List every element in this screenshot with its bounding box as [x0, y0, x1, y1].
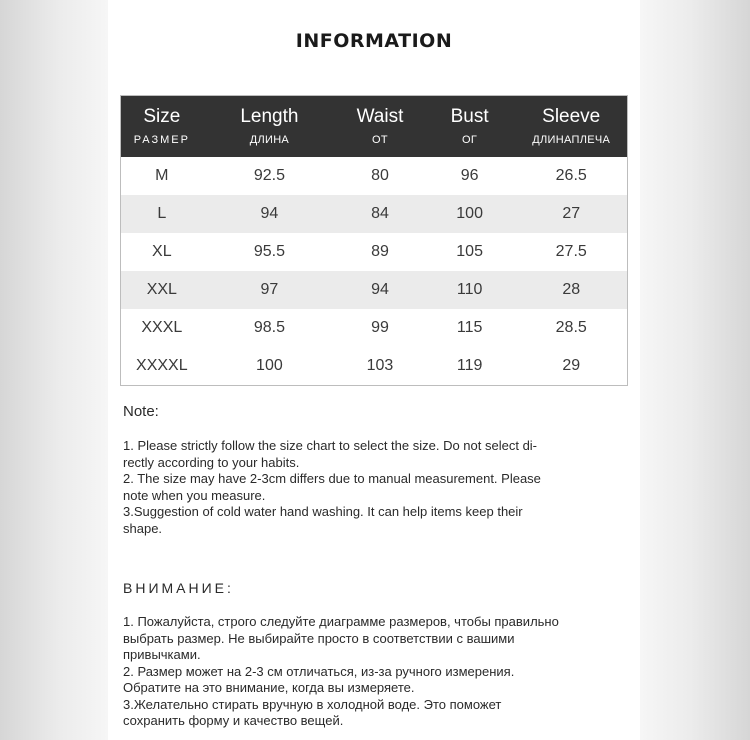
table-header [121, 96, 627, 157]
cell-waist: 99 [371, 319, 389, 336]
header-waist [336, 96, 424, 157]
note-line: 1. Please strictly follow the size chart to select the size. Do not select di- [123, 438, 538, 453]
table-row [121, 195, 627, 233]
table-row [121, 157, 627, 195]
header-sleeve-label: Sleeve [542, 106, 601, 127]
cell-bust: 119 [456, 357, 483, 374]
table-row [121, 309, 627, 347]
cell-length: 94 [260, 205, 279, 222]
cell-waist: 94 [371, 281, 389, 298]
ru-note-heading: ВНИМАНИЕ: [123, 580, 234, 596]
cell-bust: 96 [460, 167, 479, 184]
ru-note-line: сохранить форму и качество вещей. [123, 713, 344, 728]
cell-bust: 100 [456, 205, 483, 222]
cell-length: 95.5 [253, 243, 285, 260]
header-size [121, 96, 203, 157]
header-sleeve-sublabel: ДЛИНАПЛЕЧА [532, 134, 611, 146]
cell-size: XXL [146, 281, 177, 298]
cell-size: M [155, 167, 169, 184]
header-length-sublabel: ДЛИНА [249, 134, 290, 146]
cell-length: 92.5 [253, 167, 285, 184]
cell-sleeve: 27.5 [555, 243, 587, 260]
cell-sleeve: 29 [562, 357, 581, 374]
cell-waist: 103 [366, 357, 394, 374]
ru-note-line: выбрать размер. Не выбирайте просто в соответствии с вашими [123, 630, 515, 646]
cell-sleeve: 26.5 [555, 167, 587, 184]
cell-length: 97 [260, 281, 279, 298]
ru-note-line: 2. Размер может на 2-3 см отличаться, из-за ручного измерения. [123, 663, 515, 679]
header-size-label: Size [143, 106, 181, 127]
cell-length: 98.5 [253, 319, 285, 336]
cell-sleeve: 28 [562, 281, 581, 298]
ru-note-body [123, 614, 623, 730]
cell-length: 100 [256, 357, 283, 374]
table-row [121, 271, 627, 309]
cell-bust: 115 [456, 319, 483, 336]
ru-note-line: 1. Пожалуйста, строго следуйте диаграмме размеров, чтобы правильно [123, 614, 559, 629]
header-bust-sublabel: ОГ [462, 134, 478, 146]
header-bust-label: Bust [450, 106, 489, 127]
cell-waist: 84 [371, 205, 389, 222]
ru-note-line: Обратите на это внимание, когда вы измеряете. [123, 680, 415, 695]
cell-sleeve: 28.5 [555, 319, 587, 336]
header-waist-label: Waist [356, 106, 404, 127]
note-line: note when you measure. [123, 487, 266, 503]
table-row [121, 233, 627, 271]
cell-waist: 89 [371, 243, 389, 260]
header-size-sublabel: РАЗМЕР [133, 134, 190, 146]
cell-bust: 110 [456, 281, 483, 298]
table-row [121, 347, 627, 385]
ru-note-line: 3.Желательно стирать вручную в холодной воде. Это поможет [123, 696, 502, 712]
cell-size: XL [152, 243, 172, 260]
note-line: 3.Suggestion of cold water hand washing. It can help items keep their [123, 504, 523, 519]
cell-size: XXXL [141, 319, 183, 336]
header-sleeve [515, 96, 627, 157]
info-card [108, 0, 640, 740]
note-body [123, 438, 623, 537]
header-waist-sublabel: ОТ [372, 134, 388, 146]
cell-waist: 80 [371, 167, 389, 184]
cell-bust: 105 [456, 243, 483, 260]
header-bust [424, 96, 516, 157]
page-title: INFORMATION [295, 30, 453, 52]
cell-sleeve: 27 [562, 205, 581, 222]
note-line: 2. The size may have 2-3cm differs due to manual measurement. Please [123, 471, 541, 486]
header-length-label: Length [240, 106, 299, 127]
cell-size: L [157, 205, 167, 222]
size-table [120, 95, 628, 386]
note-line: rectly according to your habits. [123, 454, 300, 470]
note-heading: Note: [123, 403, 159, 420]
note-line: shape. [123, 520, 163, 536]
header-length [203, 96, 336, 157]
cell-size: XXXXL [136, 357, 188, 374]
ru-note-line: привычками. [123, 647, 201, 662]
